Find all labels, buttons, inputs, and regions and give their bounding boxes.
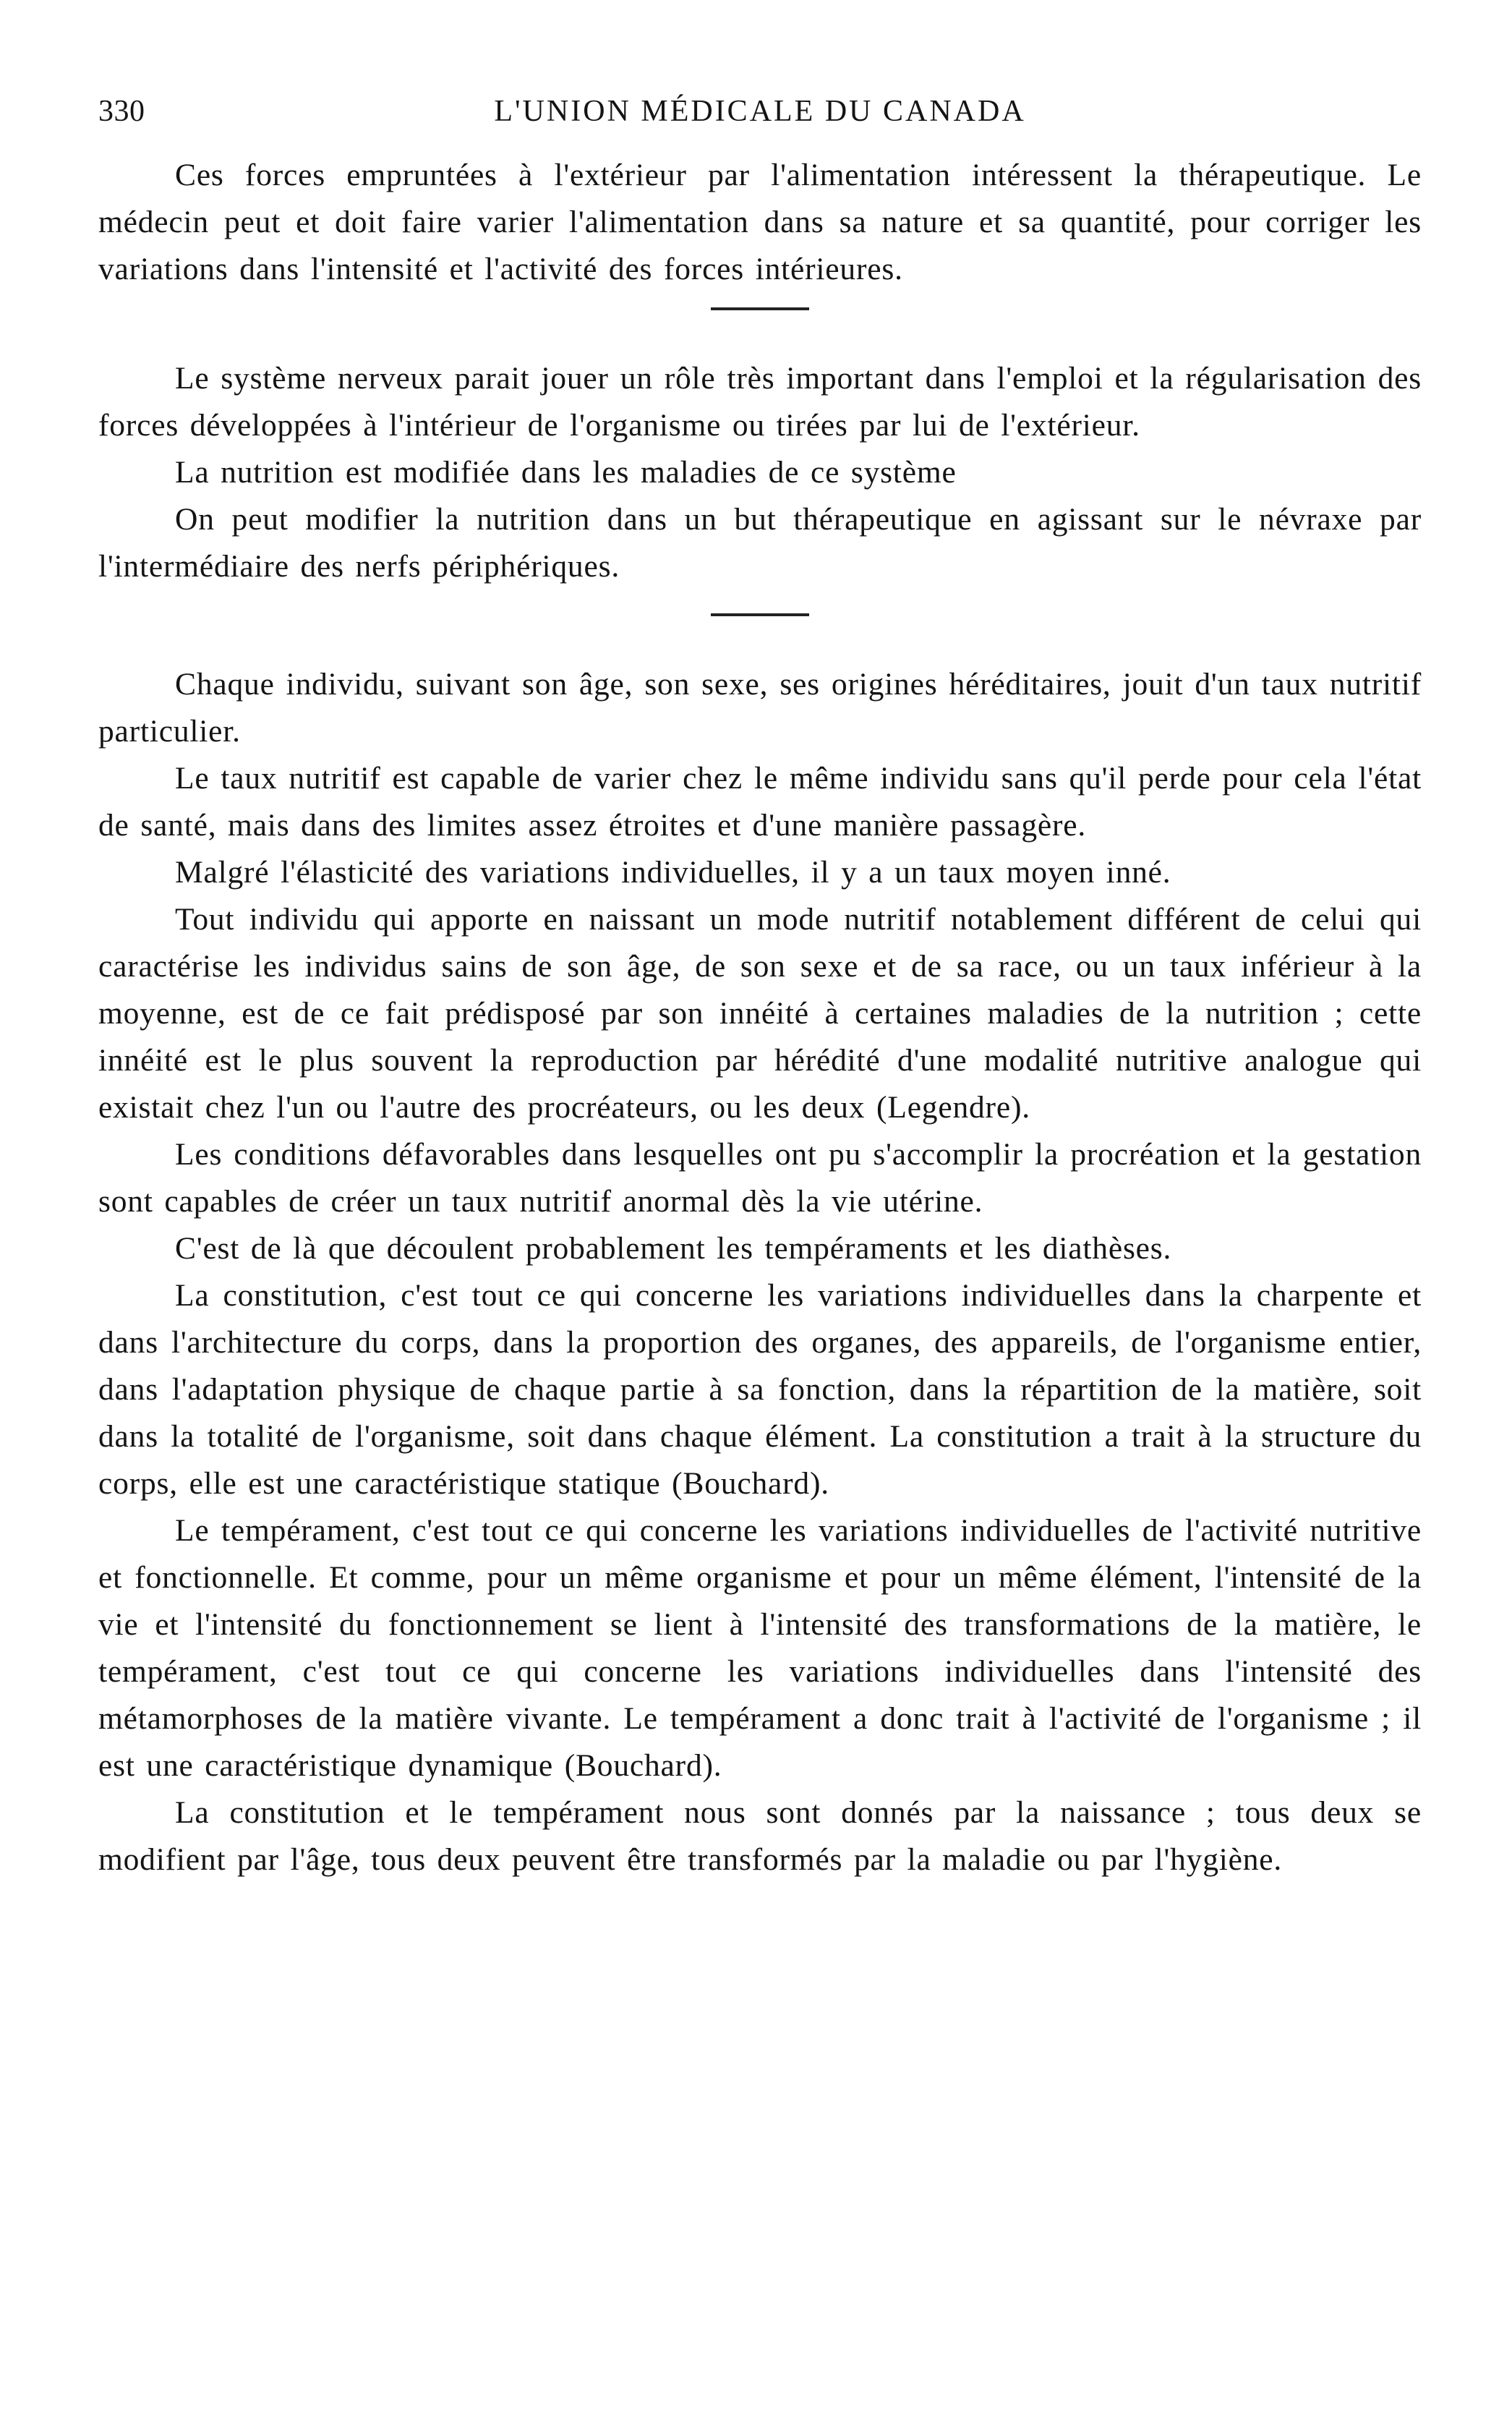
paragraph: On peut modifier la nutrition dans un but thérapeutique en agissant sur le névraxe par l'intermédiaire des nerfs périphériques. [98, 502, 1422, 584]
paragraph: Tout individu qui apporte en naissant un mode nutritif notablement différent de celui qui caractérise les individus sains de son âge, de son sexe et de sa race, ou un taux inférieur à la moyenne, est de ce fait prédisposé par son innéité à certaines maladies de la nutrition ; cette innéité est le plus souvent la reproduction par hérédité d'une modalité nutritive analogue qui existait chez l'un ou l'autre des procréateurs, ou les deux (Legendre). [98, 902, 1422, 1125]
paragraph: C'est de là que découlent probablement les tempéraments et les diathèses. [175, 1231, 1172, 1266]
paragraph: Ces forces empruntées à l'extérieur par l'alimentation intéressent la thérapeutique. Le médecin peut et doit faire varier l'alimentation dans sa nature et sa quantité, pour corriger les variations dans l'intensité et l'activité des forces intérieures. [98, 158, 1422, 286]
section-systeme-nerveux [98, 355, 1422, 590]
paragraph: Malgré l'élasticité des variations individuelles, il y a un taux moyen inné. [175, 855, 1171, 890]
paragraph: Les conditions défavorables dans lesquelles ont pu s'accomplir la procréation et la gestation sont capables de créer un taux nutritif anormal dès la vie utérine. [98, 1137, 1422, 1219]
section-taux-nutritif [98, 661, 1422, 1883]
paragraph: La nutrition est modifiée dans les maladies de ce système [175, 455, 957, 490]
paragraph: Chaque individu, suivant son âge, son sexe, ses origines héréditaires, jouit d'un taux nutritif particulier. [98, 667, 1422, 749]
section-divider [711, 613, 809, 616]
paragraph: Le tempérament, c'est tout ce qui concerne les variations individuelles de l'activité nutritive et fonctionnelle. Et comme, pour un même organisme et pour un même élément, l'intensité de la vie et l'intensité du fonctionnement se lient à l'intensité des transformations de la matière, le tempérament, c'est tout ce qui concerne les variations individuelles dans l'intensité des métamorphoses de la matière vivante. Le tempérament a donc trait à l'activité de l'organisme ; il est une caractéristique dynamique (Bouchard). [98, 1513, 1422, 1783]
section-divider [711, 307, 809, 310]
paragraph: La constitution, c'est tout ce qui concerne les variations individuelles dans la charpente et dans l'architecture du corps, dans la proportion des organes, des appareils, de l'organisme entier, dans l'adaptation physique de chaque partie à sa fonction, dans la répartition de la matière, soit dans la totalité de l'organisme, soit dans chaque élément. La constitution a trait à la structure du corps, elle est une caractéristique statique (Bouchard). [98, 1278, 1422, 1501]
page [98, 94, 1422, 1883]
paragraph: Le système nerveux parait jouer un rôle très important dans l'emploi et la régularisation des forces développées à l'intérieur de l'organisme ou tirées par lui de l'extérieur. [98, 361, 1422, 443]
page-number: 330 [98, 95, 145, 128]
running-head [98, 94, 1422, 152]
paragraph: La constitution et le tempérament nous sont donnés par la naissance ; tous deux se modifient par l'âge, tous deux peuvent être transformés par la maladie ou par l'hygiène. [98, 1795, 1422, 1877]
paragraph: Le taux nutritif est capable de varier chez le même individu sans qu'il perde pour cela l'état de santé, mais dans des limites assez étroites et d'une manière passagère. [98, 761, 1422, 843]
journal-title: L'UNION MÉDICALE DU CANADA [494, 95, 1026, 128]
section-alimentation [98, 152, 1422, 293]
